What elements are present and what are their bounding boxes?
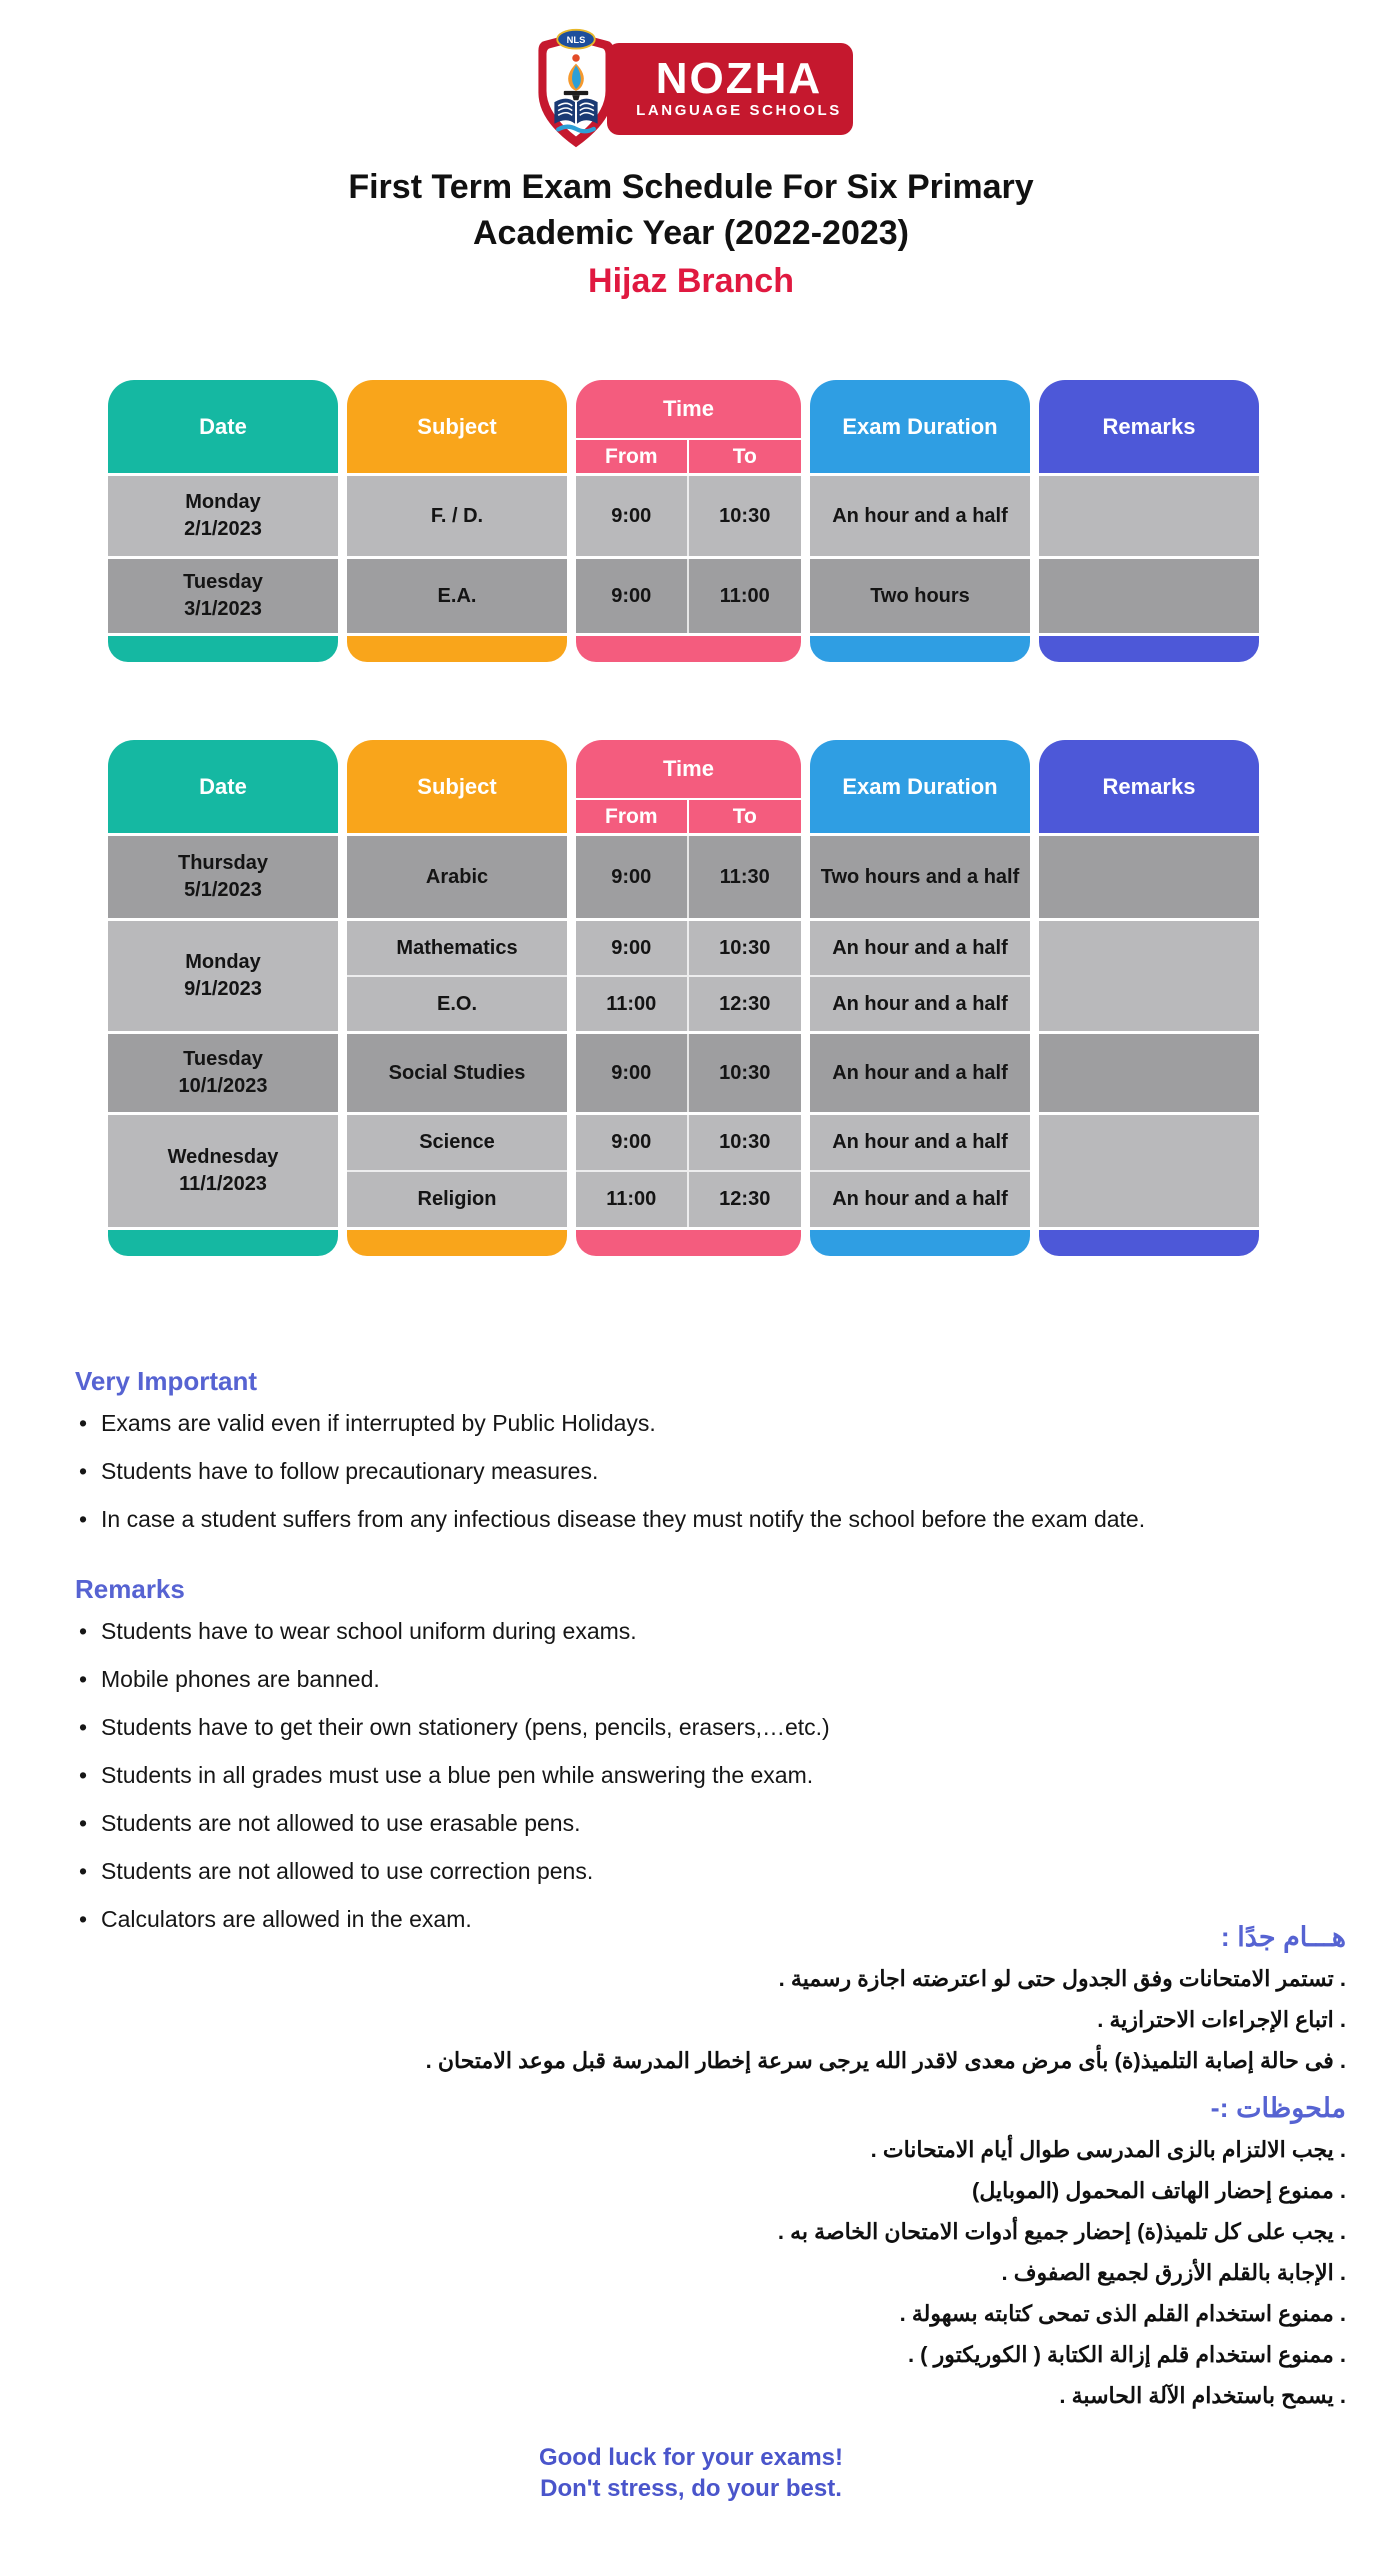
arabic-note: . ممنوع إحضار الهاتف المحمول (الموبايل) — [972, 2178, 1346, 2203]
column-remarks — [1039, 740, 1259, 1256]
subject-cell-group — [347, 921, 567, 1031]
remarks-cell-empty — [1039, 1115, 1259, 1227]
time-from: 9:00 — [576, 836, 689, 918]
date-label: 2/1/2023 — [184, 518, 262, 540]
arabic-note: . اتباع الإجراءات الاحترازية . — [1097, 2007, 1346, 2032]
subject-sub: E.O. — [347, 975, 567, 1031]
time-from: 11:00 — [576, 977, 689, 1031]
very-important-list — [75, 1406, 1312, 1536]
time-label: Time — [663, 756, 714, 781]
duration-sub: An hour and a half — [810, 975, 1030, 1031]
column-footer — [1039, 1230, 1259, 1256]
column-time — [576, 380, 801, 662]
remarks-cell-empty — [1039, 921, 1259, 1031]
from-label: From — [576, 800, 689, 833]
subject-cell-group — [347, 1115, 567, 1227]
day-label: Tuesday — [183, 571, 263, 593]
remarks-heading: Remarks — [75, 1574, 185, 1604]
arabic-heading-important: هـــام جدًا : — [1220, 1922, 1346, 1952]
header-duration: Exam Duration — [810, 740, 1030, 833]
column-footer — [810, 636, 1030, 662]
subject-sub: Mathematics — [396, 936, 518, 959]
subject-cell: F. / D. — [347, 476, 567, 556]
title-line-1: First Term Exam Schedule For Six Primary — [348, 168, 1034, 206]
time-cell — [576, 836, 801, 918]
header-remarks: Remarks — [1039, 380, 1259, 473]
arabic-notes-section — [0, 1916, 1382, 2416]
column-date — [108, 380, 338, 662]
date-cell — [108, 476, 338, 556]
time-cell-group — [576, 921, 801, 1031]
date-cell — [108, 1115, 338, 1227]
remarks-cell-empty — [1039, 1034, 1259, 1112]
date-label: 5/1/2023 — [184, 879, 262, 901]
column-subject — [347, 740, 567, 1256]
day-label: Wednesday — [167, 1146, 279, 1168]
date-label: 11/1/2023 — [179, 1173, 267, 1195]
column-duration — [810, 380, 1030, 662]
column-footer — [576, 1230, 801, 1256]
time-from: 9:00 — [576, 1115, 689, 1170]
arabic-note: . يسمح باستخدام الآلة الحاسبة . — [1059, 2383, 1346, 2408]
date-label: 9/1/2023 — [184, 978, 262, 1000]
good-luck-line-1: Good luck for your exams! — [538, 2444, 844, 2471]
column-remarks — [1039, 380, 1259, 662]
date-cell — [108, 1034, 338, 1112]
date-label: 10/1/2023 — [178, 1075, 268, 1097]
duration-cell: An hour and a half — [810, 476, 1030, 556]
column-subject — [347, 380, 567, 662]
duration-sub: An hour and a half — [810, 1170, 1030, 1227]
arabic-heading-notes: ملحوظات :- — [1210, 2093, 1346, 2123]
shield-icon — [529, 27, 623, 151]
duration-cell: An hour and a half — [810, 1034, 1030, 1112]
list-item: • Students have to get their own stationery (pens, pencils, erasers,…etc.) — [75, 1710, 1312, 1744]
header-time — [576, 380, 801, 473]
remarks-cell-empty — [1039, 559, 1259, 633]
header-date: Date — [108, 380, 338, 473]
date-cell — [108, 559, 338, 633]
time-from: 9:00 — [576, 1034, 689, 1112]
time-to: 10:30 — [719, 1131, 771, 1153]
subject-cell: E.A. — [347, 559, 567, 633]
header-subject: Subject — [347, 380, 567, 473]
time-cell — [576, 559, 801, 633]
time-cell — [576, 1034, 801, 1112]
title-block — [0, 164, 1382, 302]
column-footer — [108, 636, 338, 662]
school-logo — [0, 0, 1382, 150]
duration-cell: Two hours — [810, 559, 1030, 633]
good-luck-line-2: Don't stress, do your best. — [540, 2475, 842, 2502]
column-duration — [810, 740, 1030, 1256]
time-to: 11:30 — [719, 865, 770, 888]
arabic-note: . فى حالة إصابة التلميذ(ة) بأى مرض معدى لاقدر الله يرجى سرعة إخطار المدرسة قبل موعد الامتحان . — [425, 2048, 1346, 2073]
list-item: • Mobile phones are banned. — [75, 1662, 1312, 1696]
very-important-heading: Very Important — [75, 1366, 258, 1396]
remarks-cell-empty — [1039, 836, 1259, 918]
time-to: 10:30 — [719, 504, 771, 527]
arabic-note: . ممنوع استخدام القلم الذى تمحى كتابته بسهولة . — [899, 2301, 1346, 2326]
logo-banner — [607, 43, 853, 135]
time-cell — [576, 476, 801, 556]
subject-sub: Science — [419, 1131, 495, 1153]
day-label: Monday — [185, 491, 261, 513]
list-item: • Students are not allowed to use erasable pens. — [75, 1806, 1312, 1840]
column-footer — [108, 1230, 338, 1256]
list-item: • Exams are valid even if interrupted by Public Holidays. — [75, 1406, 1312, 1440]
time-to: 10:30 — [719, 936, 771, 959]
list-item: • In case a student suffers from any infectious disease they must notify the school before the exam date. — [75, 1502, 1312, 1536]
column-footer — [1039, 636, 1259, 662]
header-remarks: Remarks — [1039, 740, 1259, 833]
duration-cell-group — [810, 921, 1030, 1031]
to-label: To — [732, 444, 757, 468]
remarks-section — [75, 1572, 1312, 1936]
time-label: Time — [663, 396, 714, 421]
arabic-note: . تستمر الامتحانات وفق الجدول حتى لو اعترضته اجازة رسمية . — [778, 1966, 1346, 1991]
day-label: Thursday — [177, 852, 269, 874]
day-label: Monday — [185, 951, 261, 973]
duration-cell-group — [810, 1115, 1030, 1227]
branch-name: Hijaz Branch — [588, 262, 794, 300]
duration-sub: An hour and a half — [832, 1131, 1008, 1153]
column-time — [576, 740, 801, 1256]
time-cell-group — [576, 1115, 801, 1227]
column-footer — [347, 636, 567, 662]
remarks-cell-empty — [1039, 476, 1259, 556]
school-name: NOZHA — [655, 54, 823, 103]
title-line-2: Academic Year (2022-2023) — [472, 214, 909, 252]
arabic-note: . الإجابة بالقلم الأزرق لجميع الصفوف . — [1001, 2260, 1346, 2285]
list-item: • Calculators are allowed in the exam. — [75, 1902, 1312, 1936]
list-item: • Students have to follow precautionary measures. — [75, 1454, 1312, 1488]
header-subject: Subject — [347, 740, 567, 833]
date-cell — [108, 921, 338, 1031]
subject-sub: Religion — [347, 1170, 567, 1227]
time-to: 12:30 — [719, 992, 771, 1015]
list-item: • Students have to wear school uniform during exams. — [75, 1614, 1312, 1648]
column-footer — [576, 636, 801, 662]
header-duration: Exam Duration — [810, 380, 1030, 473]
subject-cell: Arabic — [347, 836, 567, 918]
header-time — [576, 740, 801, 833]
column-footer — [810, 1230, 1030, 1256]
list-item: • Students in all grades must use a blue pen while answering the exam. — [75, 1758, 1312, 1792]
date-label: 3/1/2023 — [184, 598, 262, 620]
time-from: 11:00 — [576, 1172, 689, 1227]
exam-table-week2 — [108, 740, 1259, 1256]
subject-cell: Social Studies — [347, 1034, 567, 1112]
header-date: Date — [108, 740, 338, 833]
nls-badge-text: NLS — [566, 33, 586, 45]
arabic-note: . يجب الالتزام بالزى المدرسى طوال أيام الامتحانات . — [870, 2137, 1346, 2162]
column-date — [108, 740, 338, 1256]
duration-sub: An hour and a half — [832, 936, 1008, 959]
school-subtitle: LANGUAGE SCHOOLS — [636, 102, 842, 119]
to-label: To — [732, 804, 757, 828]
good-luck-message — [0, 2442, 1382, 2504]
day-label: Tuesday — [183, 1048, 263, 1070]
time-to: 10:30 — [719, 1061, 771, 1084]
date-cell — [108, 836, 338, 918]
time-to: 12:30 — [719, 1188, 771, 1210]
time-from: 9:00 — [576, 921, 689, 975]
column-footer — [347, 1230, 567, 1256]
remarks-list — [75, 1614, 1312, 1936]
arabic-note: . يجب على كل تلميذ(ة) إحضار جميع أدوات الامتحان الخاصة به . — [777, 2219, 1346, 2244]
duration-cell: Two hours and a half — [810, 836, 1030, 918]
arabic-note: . ممنوع استخدام قلم إزالة الكتابة ( الكوريكتور ) . — [907, 2342, 1346, 2367]
list-item: • Students are not allowed to use correction pens. — [75, 1854, 1312, 1888]
from-label: From — [576, 440, 689, 473]
time-from: 9:00 — [576, 476, 689, 556]
very-important-section — [75, 1364, 1312, 1536]
time-from: 9:00 — [576, 559, 689, 633]
exam-table-week1 — [108, 380, 1259, 662]
time-to: 11:00 — [719, 584, 770, 607]
